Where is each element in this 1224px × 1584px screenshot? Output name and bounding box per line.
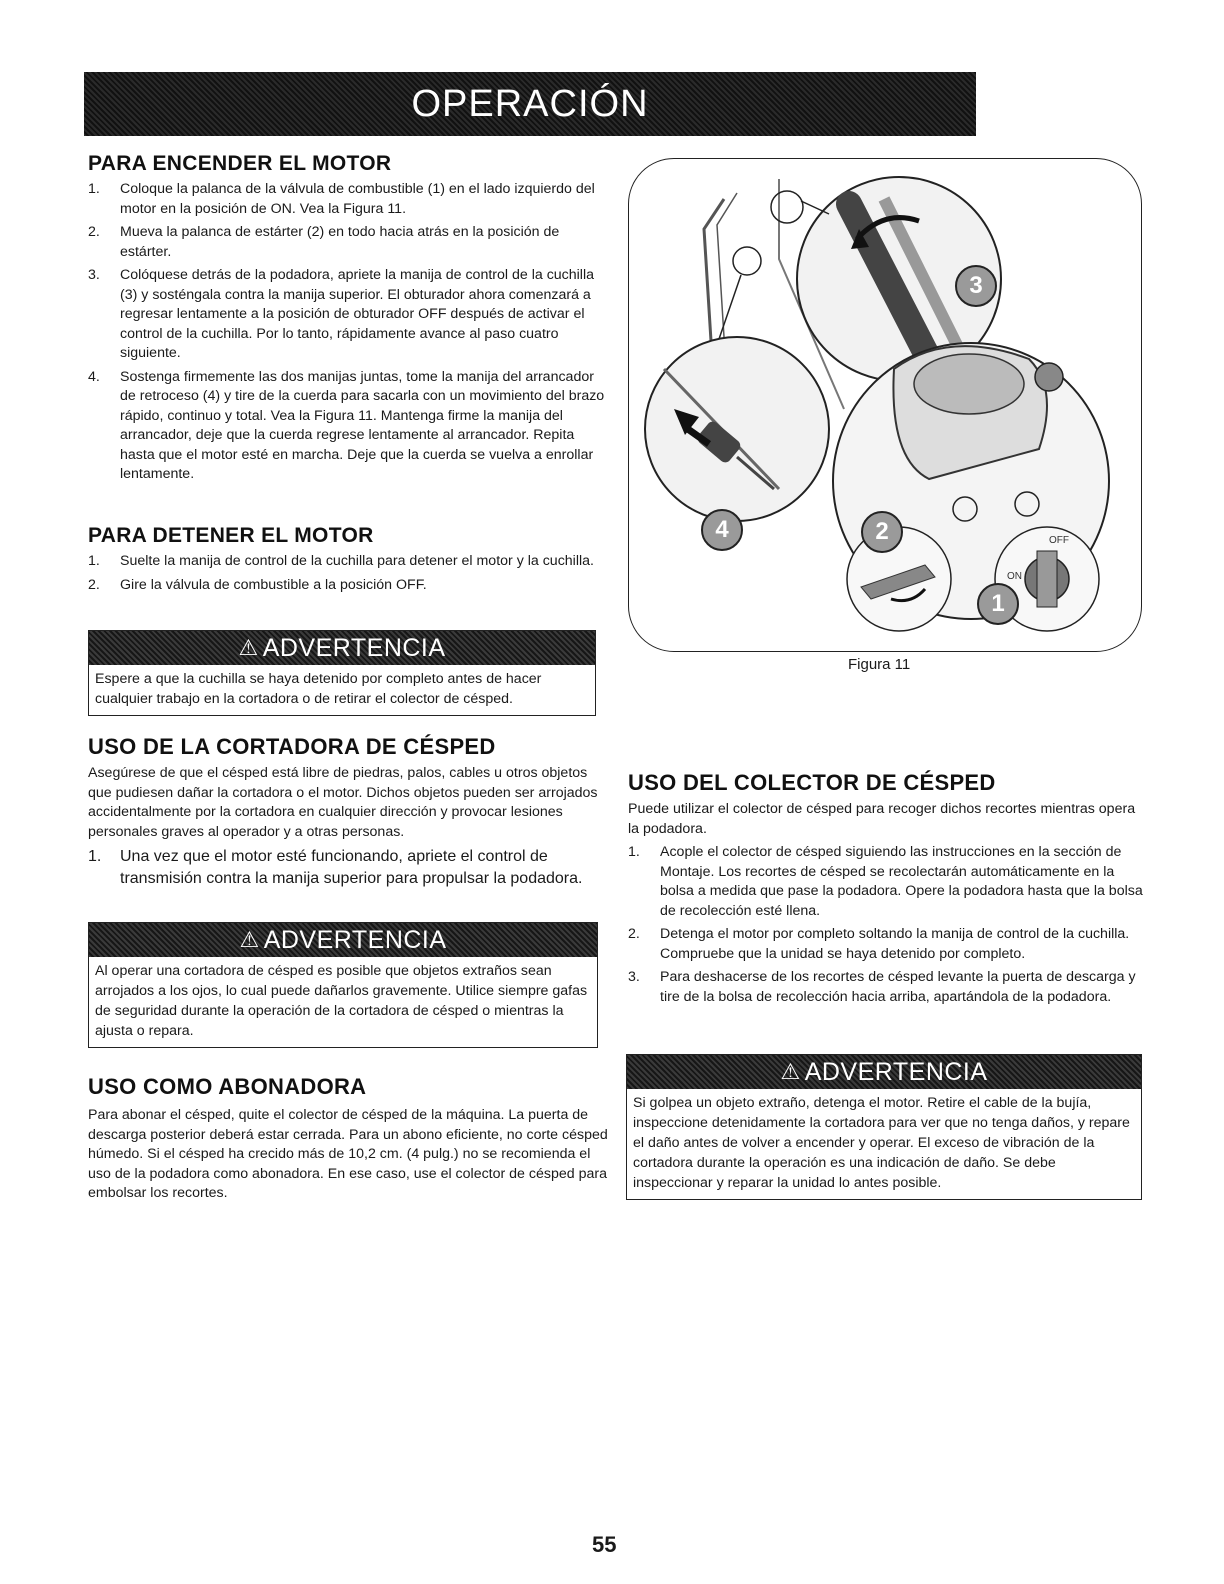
step-text: Mueva la palanca de estárter (2) en todo hacia atrás en la posición de estárter. bbox=[120, 224, 560, 260]
list-item bbox=[88, 368, 608, 485]
list-item bbox=[88, 552, 608, 572]
step-text: Suelte la manija de control de la cuchilla para detener el motor y la cuchilla. bbox=[120, 553, 594, 569]
step-text: Colóquese detrás de la podadora, apriete la manija de control de la cuchilla (3) y sosténgala contra la manija superior. El obturador ahora comenzará a regresar lentamente a la posición de obturador OFF después de activar el control de la cuchilla. Por lo tanto, rápidamente avance al paso cuatro siguiente. bbox=[120, 267, 595, 361]
list-item bbox=[88, 180, 608, 219]
warning-box bbox=[88, 630, 596, 716]
step-number: 1. bbox=[88, 181, 100, 197]
warning-header bbox=[89, 631, 595, 665]
mulching-heading: USO COMO ABONADORA bbox=[88, 1074, 367, 1099]
grass-catcher-section bbox=[628, 770, 1148, 1011]
step-number: 3. bbox=[628, 969, 640, 985]
page-number: 55 bbox=[592, 1532, 617, 1557]
warning-text: Si golpea un objeto extraño, detenga el motor. Retire el cable de la bujía, inspeccione detenidamente la cortadora para ver que no tenga daños, y repare el daño antes de volver a encender y operar. El exceso de vibración de la cortadora durante la operación es una indicación de daño. Se debe inspeccionar y reparar la unidad lo antes posible. bbox=[633, 1095, 1130, 1191]
list-item bbox=[88, 223, 608, 262]
list-item bbox=[628, 925, 1148, 964]
banner-title: OPERACIÓN bbox=[411, 82, 649, 125]
callout-1: 1 bbox=[977, 583, 1019, 625]
warning-text: Al operar una cortadora de césped es posible que objetos extraños sean arrojados a los ojos, lo cual puede dañarlos gravemente. Utilice siempre gafas de seguridad durante la operación de la cortadora de césped o mientras la ajusta o repara. bbox=[95, 963, 588, 1039]
warning-header bbox=[89, 923, 597, 957]
figure-11-illustration bbox=[628, 158, 1142, 652]
stop-engine-heading: PARA DETENER EL MOTOR bbox=[88, 524, 374, 547]
warning-triangle-icon: ⚠ bbox=[780, 1059, 801, 1084]
section-banner bbox=[84, 72, 976, 136]
grass-catcher-steps bbox=[628, 843, 1148, 1007]
start-engine-section bbox=[88, 152, 608, 489]
lawnmower-illustration bbox=[629, 159, 1141, 651]
step-text: Una vez que el motor esté funcionando, apriete el control de transmisión contra la manija superior para propulsar la podadora. bbox=[120, 848, 583, 887]
fuel-valve-on-label: ON bbox=[1007, 571, 1022, 582]
callout-3: 3 bbox=[955, 265, 997, 307]
step-text: Para deshacerse de los recortes de césped levante la puerta de descarga y tire de la bolsa de recolección hacia arriba, apartándola de la podadora. bbox=[660, 969, 1136, 1005]
callout-4: 4 bbox=[701, 509, 743, 551]
warning-title: ADVERTENCIA bbox=[262, 633, 446, 662]
step-number: 2. bbox=[88, 224, 100, 240]
step-number: 4. bbox=[88, 368, 100, 385]
warning-box bbox=[88, 922, 598, 1048]
step-number: 1. bbox=[88, 553, 100, 569]
warning-header bbox=[627, 1055, 1141, 1089]
step-text: Coloque la palanca de la válvula de combustible (1) en el lado izquierdo del motor en la posición de ON. Vea la Figura 11. bbox=[120, 181, 595, 217]
list-item bbox=[88, 576, 608, 596]
figure-caption: Figura 11 bbox=[848, 656, 911, 673]
step-number: 3. bbox=[88, 267, 100, 283]
grass-catcher-intro: Puede utilizar el colector de césped para recoger dichos recortes mientras opera la podadora. bbox=[628, 801, 1136, 837]
mulching-section bbox=[88, 1074, 608, 1204]
step-text: Detenga el motor por completo soltando la manija de control de la cuchilla. Compruebe que la unidad se haya detenido por completo. bbox=[660, 926, 1130, 962]
step-number: 1. bbox=[88, 848, 102, 865]
warning-triangle-icon: ⚠ bbox=[239, 927, 260, 952]
start-engine-steps bbox=[88, 180, 608, 485]
warning-box bbox=[626, 1054, 1142, 1200]
list-item bbox=[88, 846, 608, 890]
warning-title: ADVERTENCIA bbox=[804, 1057, 988, 1086]
warning-title: ADVERTENCIA bbox=[263, 925, 447, 954]
mulching-text: Para abonar el césped, quite el colector de césped de la máquina. La puerta de descarga posterior deberá estar cerrada. Para un abono eficiente, no corte césped húmedo. Si el césped ha crecido más de 10,2 cm. (4 pulg.) no se recomienda el uso de la podadora como abonadora. En ese caso, use el colector de césped para embolsar los recortes. bbox=[88, 1107, 608, 1201]
step-number: 2. bbox=[88, 576, 100, 593]
fuel-valve-off-label: OFF bbox=[1049, 535, 1069, 546]
step-text: Sostenga firmemente las dos manijas juntas, tome la manija del arrancador de retroceso (4) y tire de la cuerda para sacarla con un movimiento del brazo rápido, continuo y total. Vea la Figura 11. Mantenga firme la manija del arrancador, deje que la cuerda regrese lentamente al arrancador. Repita hasta que el motor esté en marcha. Deje que la cuerda se vuelva a enrollar lentamente. bbox=[120, 368, 605, 482]
lawnmower-use-steps bbox=[88, 846, 608, 890]
list-item bbox=[628, 968, 1148, 1007]
step-text: Acople el colector de césped siguiendo las instrucciones en la sección de Montaje. Los recortes de césped se recolectarán automáticamente en la bolsa a medida que pase la podadora. Opere la podadora hasta que la bolsa de recolección esté llena. bbox=[660, 844, 1143, 919]
lawnmower-use-section bbox=[88, 734, 608, 894]
step-number: 2. bbox=[628, 926, 640, 942]
lawnmower-use-intro: Asegúrese de que el césped está libre de piedras, palos, cables u otros objetos que pudiesen dañar la cortadora o el motor. Dichos objetos pueden ser arrojados accidentalmente por la cortadora en cualquier dirección y provocar lesiones personales graves al operador y a otras personas. bbox=[88, 765, 598, 840]
start-engine-heading: PARA ENCENDER EL MOTOR bbox=[88, 152, 392, 175]
grass-catcher-heading: USO DEL COLECTOR DE CÉSPED bbox=[628, 770, 996, 795]
list-item bbox=[88, 266, 608, 364]
callout-2: 2 bbox=[861, 511, 903, 553]
warning-text: Espere a que la cuchilla se haya detenido por completo antes de hacer cualquier trabajo en la cortadora o de retirar el colector de césped. bbox=[95, 671, 542, 707]
lawnmower-use-heading: USO DE LA CORTADORA DE CÉSPED bbox=[88, 734, 496, 759]
stop-engine-section bbox=[88, 524, 608, 599]
list-item bbox=[628, 843, 1148, 921]
warning-triangle-icon: ⚠ bbox=[238, 635, 259, 660]
stop-engine-steps bbox=[88, 552, 608, 595]
step-number: 1. bbox=[628, 844, 640, 860]
step-text: Gire la válvula de combustible a la posición OFF. bbox=[120, 576, 427, 593]
